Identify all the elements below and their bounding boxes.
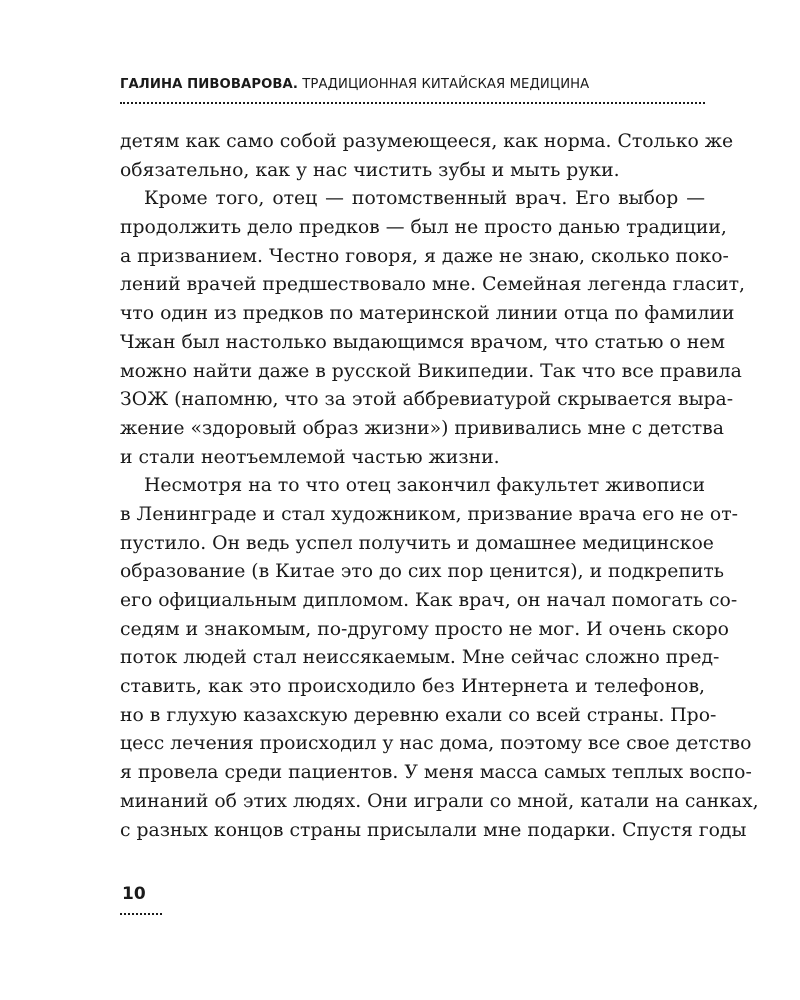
- text-line: с разных концов страны присылали мне подарки. Спустя годы: [120, 819, 747, 841]
- running-head-author: ГАЛИНА ПИВОВАРОВА.: [120, 77, 298, 92]
- text-line: седям и знакомым, по-другому просто не мог. И очень скоро: [120, 618, 729, 640]
- text-line: его официальным дипломом. Как врач, он начал помогать со-: [120, 590, 738, 611]
- text-line: образование (в Китае это до сих пор ценится), и подкрепить: [120, 561, 724, 583]
- text-line: и стали неотъемлемой частью жизни.: [120, 446, 500, 468]
- body-text: [120, 128, 759, 845]
- text-line: а призванием. Честно говоря, я даже не знаю, сколько поко-: [120, 245, 729, 267]
- text-line: в Ленинграде и стал художником, призвание врача его не от-: [120, 503, 738, 525]
- text-line: поток людей стал неиссякаемым. Мне сейчас сложно пред-: [120, 647, 720, 669]
- text-line: ЗОЖ (напомню, что за этой аббревиатурой скрывается выра-: [120, 389, 734, 411]
- header-dotted-rule: [120, 102, 705, 104]
- text-line: обязательно, как у нас чистить зубы и мыть руки.: [120, 159, 620, 181]
- text-line: Чжан был настолько выдающимся врачом, что статью о нем: [120, 331, 726, 353]
- text-line: но в глухую казахскую деревню ехали со всей страны. Про-: [120, 704, 717, 726]
- text-line: лений врачей предшествовало мне. Семейная легенда гласит,: [120, 274, 745, 296]
- running-head: [120, 76, 705, 94]
- running-head-title: ТРАДИЦИОННАЯ КИТАЙСКАЯ МЕДИЦИНА: [297, 77, 590, 92]
- text-line: Несмотря на то что отец закончил факультет живописи: [144, 475, 705, 497]
- text-line: минаний об этих людях. Они играли со мной, катали на санках,: [120, 790, 759, 812]
- page-number: 10: [122, 884, 146, 904]
- page-number-dotted-rule: [120, 913, 162, 915]
- text-line: жение «здоровый образ жизни») прививались мне с детства: [120, 417, 724, 439]
- text-line: детям как само собой разумеющееся, как норма. Столько же: [120, 131, 734, 152]
- text-line: Кроме того, отец — потомственный врач. Его выбор —: [144, 188, 705, 210]
- text-line: продолжить дело предков — был не просто данью традиции,: [120, 217, 727, 239]
- text-line: цесс лечения происходил у нас дома, поэтому все свое детство: [120, 733, 752, 755]
- text-line: можно найти даже в русской Википедии. Так что все правила: [120, 360, 742, 382]
- text-line: пустило. Он ведь успел получить и домашнее медицинское: [120, 532, 714, 554]
- text-line: ставить, как это происходило без Интернета и телефонов,: [120, 676, 705, 698]
- text-line: я провела среди пациентов. У меня масса самых теплых воспо-: [120, 762, 752, 784]
- text-line: что один из предков по материнской линии отца по фамилии: [120, 303, 735, 325]
